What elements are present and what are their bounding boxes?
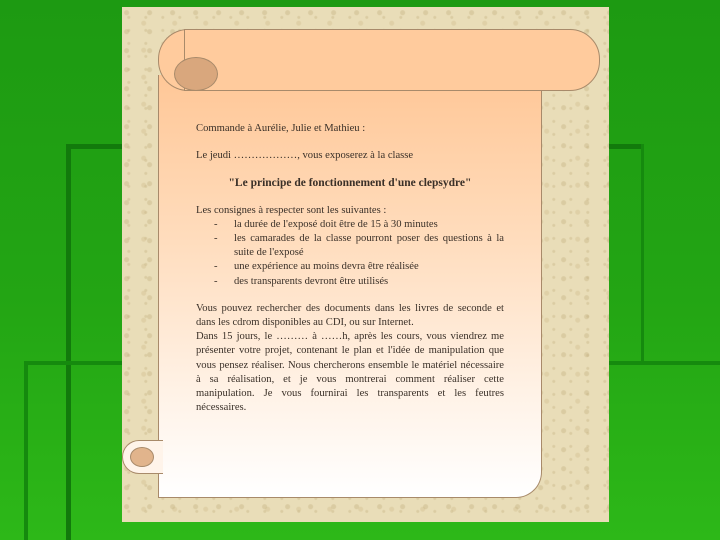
- scroll-top-roll: [184, 29, 600, 91]
- bullet-dash: -: [214, 218, 218, 230]
- bullet-dash: -: [214, 275, 218, 287]
- rules-intro: Les consignes à respecter sont les suivantes :: [196, 204, 387, 216]
- rule-text: les camarades de la classe pourront poser des questions à la suite de l'exposé: [234, 233, 504, 259]
- paragraph-resources: Vous pouvez rechercher des documents dans les livres de seconde et dans les cdrom disponibles au CDI, ou sur Internet.: [196, 302, 504, 329]
- list-item: [196, 275, 504, 289]
- rule-text: la durée de l'exposé doit être de 15 à 30 minutes: [234, 218, 438, 230]
- paragraph-meeting: Dans 15 jours, le ……… à ……h, après les cours, vous viendrez me présenter votre projet, contenant le plan et l'idée de manipulation que vous pensez réaliser. Nous chercherons ensemble le matériel nécessaire à sa réalisation, et je vous montrerai comment réaliser cette manipulation. Je vous fournirai les transparents et les feutres nécessaires.: [196, 331, 504, 414]
- list-item: [196, 260, 504, 274]
- background-line-right: [641, 144, 644, 364]
- background-line-lower-left: [24, 361, 28, 540]
- list-item: [196, 218, 504, 232]
- background-line-left: [66, 144, 71, 540]
- bullet-dash: -: [214, 233, 218, 245]
- rule-text: des transparents devront être utilisés: [234, 275, 389, 287]
- list-item: [196, 232, 504, 260]
- date-line: Le jeudi ………………, vous exposerez à la classe: [196, 150, 414, 162]
- bullet-dash: -: [214, 261, 218, 273]
- scroll-bottom-curl-icon: [130, 447, 154, 467]
- presentation-title: "Le principe de fonctionnement d'une clepsydre": [228, 177, 472, 190]
- scroll-curl-icon: [174, 57, 218, 91]
- rules-list: [196, 218, 504, 289]
- document-header: Commande à Aurélie, Julie et Mathieu :: [196, 123, 366, 134]
- rule-text: une expérience au moins devra être réalisée: [234, 261, 419, 273]
- assignment-document: [196, 122, 504, 415]
